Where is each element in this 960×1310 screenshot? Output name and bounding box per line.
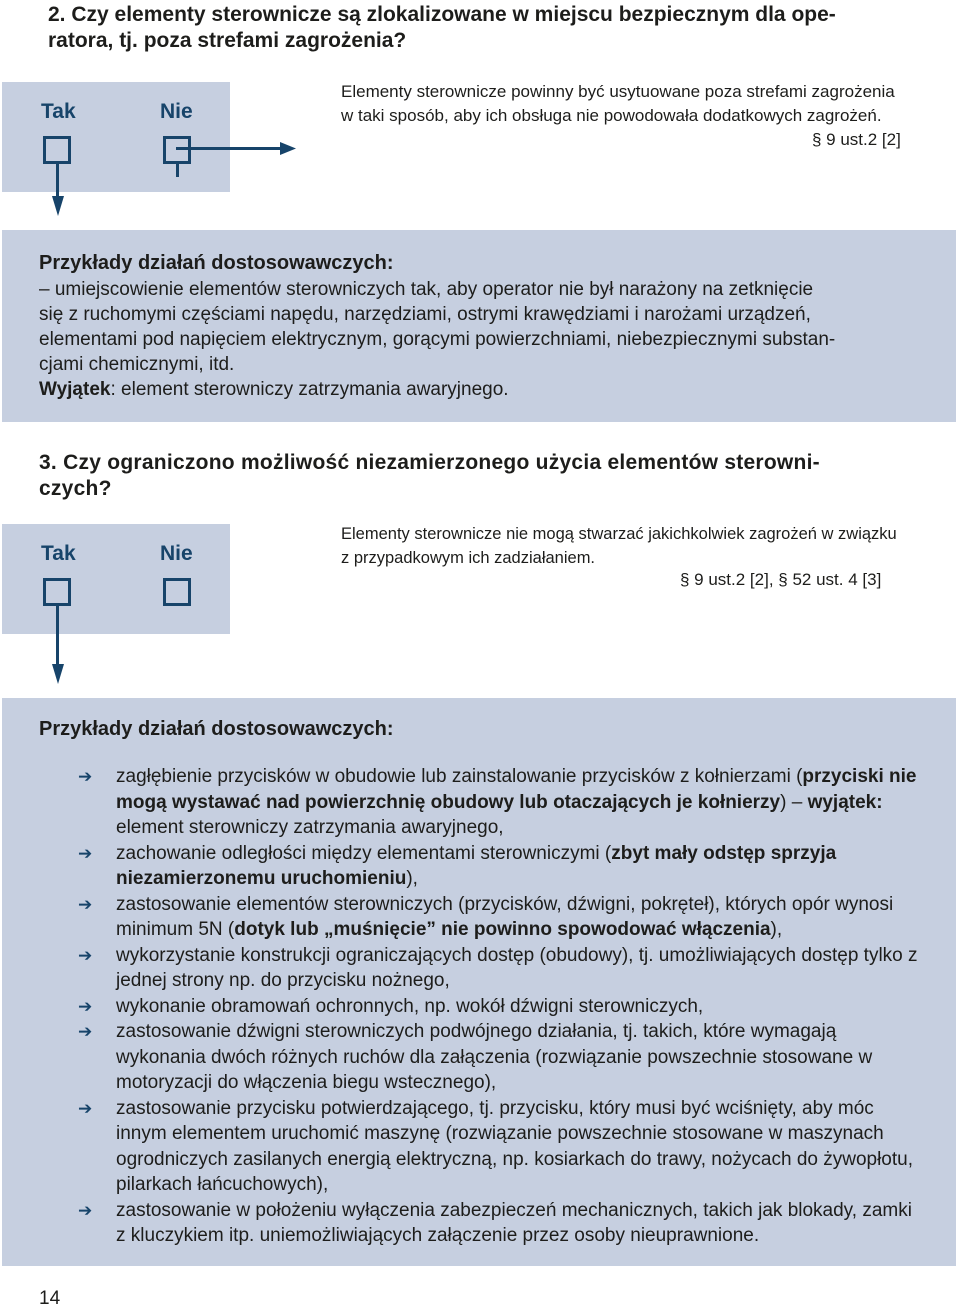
examples-heading-1: Przykłady działań dostosowawczych:: [39, 252, 394, 274]
bullet-arrow-icon: ➔: [78, 843, 93, 863]
down-arrow-icon: [49, 664, 67, 684]
question-2-title: 2. Czy elementy sterownicze są zlokalizowane w miejscu bezpiecznym dla ope- ratora, tj. poza strefami zagrożenia?: [48, 3, 836, 52]
bullet-arrow-icon: ➔: [78, 996, 93, 1016]
no-arrow-line-q2: [176, 147, 284, 150]
examples-heading-2: Przykłady działań dostosowawczych:: [39, 718, 394, 740]
reference-q2: § 9 ust.2 [2]: [812, 130, 901, 149]
bullet-arrow-icon: ➔: [78, 1200, 93, 1220]
yes-checkbox-q3[interactable]: [43, 578, 71, 606]
list-item: ➔ zastosowanie dźwigni sterowniczych podwójnego działania, tj. takich, które wymagają wykonania dwóch różnych ruchów dla załączenia (rozwiązanie powszechnie stosowane w motoryzacji do włączenia biegu wstecznego),: [78, 1021, 873, 1093]
bullet-arrow-icon: ➔: [78, 1022, 93, 1041]
no-checkbox-q3[interactable]: [163, 578, 191, 606]
exception-line: Wyjątek: element sterowniczy zatrzymania awaryjnego.: [39, 379, 509, 400]
down-arrow-icon: [49, 196, 67, 216]
no-checkbox-q2[interactable]: [163, 136, 191, 164]
note-q2: Elementy sterownicze powinny być usytuowane poza strefami zagrożenia w taki sposób, aby ich obsługa nie powodowała dodatkowych zagrożeń.: [341, 82, 895, 125]
note-q3: Elementy sterownicze nie mogą stwarzać jakichkolwiek zagrożeń w związku z przypadkowym ich zadziałaniem.: [341, 525, 897, 567]
answer-box-q2: [2, 82, 230, 192]
list-item: ➔ zagłębienie przycisków w obudowie lub zainstalowanie przycisków z kołnierzami (przyciski nie mogą wystawać nad powierzchnię obudowy lub otaczających je kołnierzy) – wyjątek: element sterowniczy zatrzymania awaryjnego,: [78, 766, 917, 838]
question-3-title: 3. Czy ograniczono możliwość niezamierzonego użycia elementów sterowni- czych?: [39, 451, 820, 500]
examples-list-2: [78, 764, 920, 1249]
examples-text-1: – umiejscowienie elementów sterowniczych tak, aby operator nie był narażony na zetknięcie się z ruchomymi częściami napędu, narzędziami, ostrymi krawędziami i narożami urządzeń, elementami pod napięciem elektrycznym, gorącymi powierzchniami, niebezpiecznymi substan- cjami chemicznymi, itd. Wyjątek: element sterowniczy zatrzymania awaryjnego.: [39, 277, 929, 402]
answer-box-q3: [2, 524, 230, 634]
yes-label-q3: Tak: [41, 542, 76, 565]
no-label-q2: Nie: [160, 100, 193, 123]
bullet-arrow-icon: ➔: [78, 767, 93, 786]
bullet-arrow-icon: ➔: [78, 894, 93, 914]
no-label-q3: Nie: [160, 542, 193, 565]
list-item: ➔ zastosowanie elementów sterowniczych (przycisków, dźwigni, pokręteł), których opór wynosi minimum 5N (dotyk lub „muśnięcie” nie powinno spowodować włączenia),: [78, 893, 894, 940]
yes-arrow-line-q3: [56, 606, 59, 668]
yes-arrow-line-q2: [56, 164, 59, 200]
list-item: ➔ wykorzystanie konstrukcji ograniczających dostęp (obudowy), tj. umożliwiających dostęp tylko z jednej strony np. do przycisku nożnego,: [78, 944, 918, 991]
page-number: 14: [39, 1288, 61, 1309]
list-item: ➔ zastosowanie przycisku potwierdzającego, tj. przycisku, który musi być wciśnięty, aby móc innym elementem uruchomić maszynę (rozwiązanie powszechnie stosowane w maszynach ogrodniczych zasilanych energią elektryczną, np. kosiarkach do trawy, nożycach do żywopłotu, pilarkach łańcuchowych),: [78, 1097, 913, 1195]
list-item: ➔ wykonanie obramowań ochronnych, np. wokół dźwigni sterowniczych,: [78, 994, 920, 1020]
bullet-arrow-icon: ➔: [78, 945, 93, 965]
no-arrow-vertical-q2: [176, 164, 179, 177]
reference-q3: § 9 ust.2 [2], § 52 ust. 4 [3]: [680, 570, 882, 589]
right-arrow-icon: [280, 142, 296, 155]
yes-label-q2: Tak: [41, 100, 76, 123]
list-item: ➔ zastosowanie w położeniu wyłączenia zabezpieczeń mechanicznych, takich jak blokady, zamki z kluczykiem itp. uniemożliwiających załączenie przez osoby nieuprawnione.: [78, 1199, 912, 1246]
yes-checkbox-q2[interactable]: [43, 136, 71, 164]
list-item: ➔ zachowanie odległości między elementami sterowniczymi (zbyt mały odstęp sprzyja niezamierzonemu uruchomieniu),: [78, 842, 837, 889]
bullet-arrow-icon: ➔: [78, 1098, 93, 1118]
